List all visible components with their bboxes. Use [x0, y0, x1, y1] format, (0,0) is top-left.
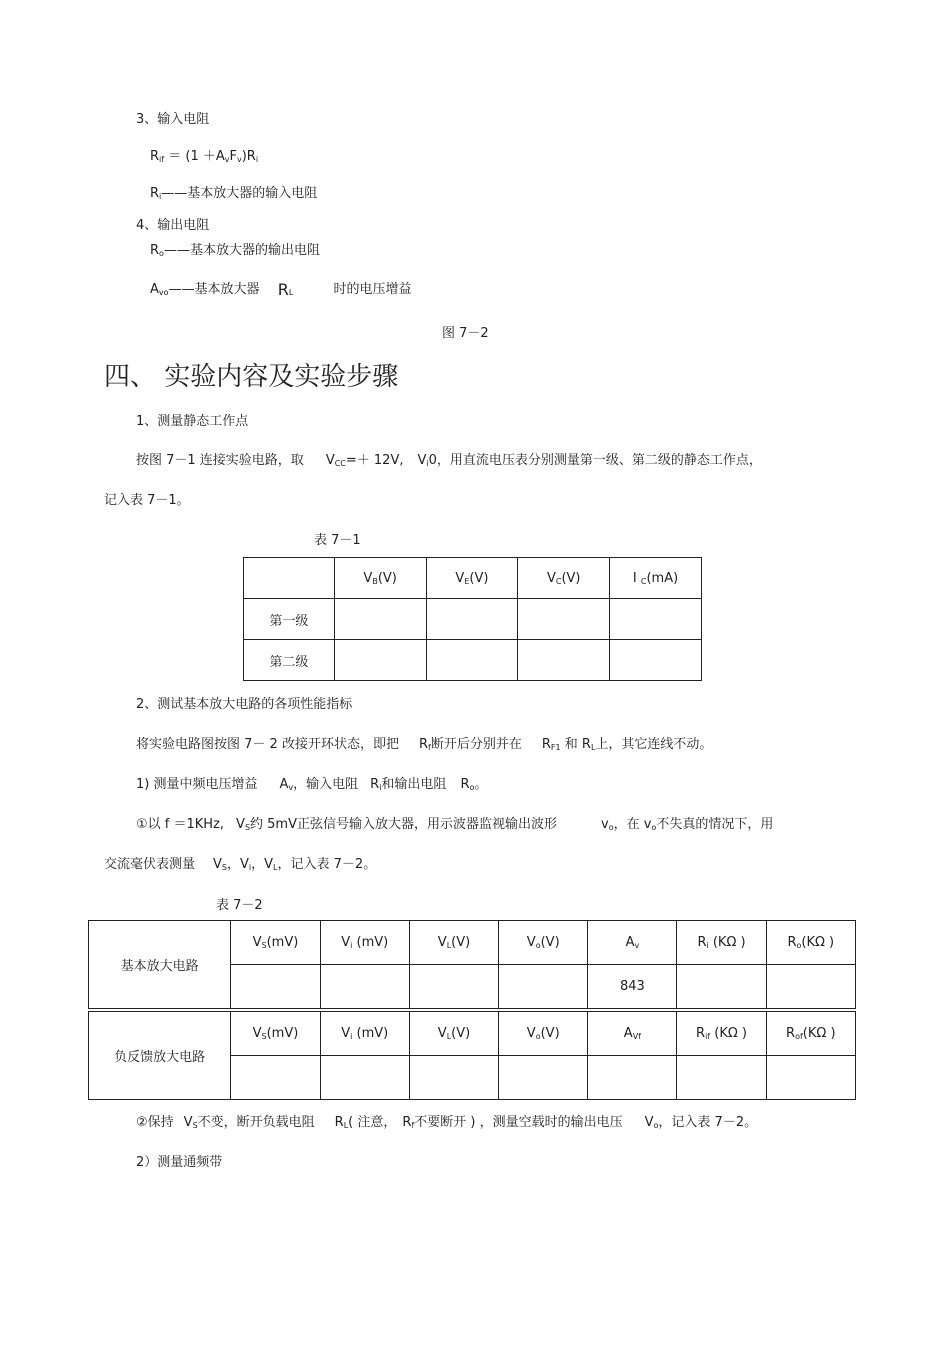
table-7-2 [88, 920, 856, 1100]
table-row [244, 640, 702, 681]
row-label: 负反馈放大电路 [89, 1010, 231, 1100]
header-rif: $R_{if}$ (KΩ ) [677, 1010, 766, 1056]
row-label: 第一级 [244, 599, 335, 640]
table2-caption: 表 7－2 [216, 898, 263, 913]
step1-paragraph: 按图 7－1 连接实验电路，取 $V_{CC}=+ 12V$, $V_i0$，用直流电压表分别测量第一级、第二级的静态工作点， [136, 453, 762, 468]
sec4-heading: 4、输出电阻 [136, 218, 210, 233]
table1-header-vc: $V_C(V)$ [518, 558, 610, 599]
header-vs: $V_S(mV)$ [231, 921, 320, 965]
row-label: 第二级 [244, 640, 335, 681]
step2-input-signal: ①以 f ＝1KHz, $V_S$约 5mV正弦信号输入放大器，用示波器监视输出波形 $v_o$，在 $v_o$不失真的情况下，用 [136, 817, 774, 832]
avo-note: $A_{vo}——$基本放大器 $R_L$ 时的电压增益 [150, 280, 412, 299]
table1-corner-cell [244, 558, 335, 599]
table1-header-vb: $V_B(V)$ [334, 558, 426, 599]
av-value: 843 [588, 965, 677, 1011]
table-row [244, 599, 702, 640]
sec3-heading: 3、输入电阻 [136, 112, 210, 127]
step2-paragraph: 将实验电路图按图 7－ 2 改接开环状态，即把 $R_f$断开后分别并在 $R_{F1}$ 和 $R_L$上，其它连线不动。 [136, 737, 713, 752]
section-title: 四、 实验内容及实验步骤 [104, 362, 399, 392]
header-vs: $V_S(mV)$ [231, 1010, 320, 1056]
header-ri: $R_i$ (KΩ ) [677, 921, 766, 965]
table1-header-ve: $V_E(V)$ [426, 558, 518, 599]
header-vo: $V_o(V)$ [499, 1010, 588, 1056]
input-resistance-formula: $R_{if} = (1 +A_vF_v)R_i$ [150, 149, 259, 164]
header-vl: $V_L(V)$ [409, 1010, 498, 1056]
table-7-1 [243, 557, 702, 681]
step2-heading: 2、测试基本放大电路的各项性能指标 [136, 697, 353, 712]
header-vi: $V_i$ (mV) [320, 921, 409, 965]
ro-note: $R_o——$基本放大器的输出电阻 [150, 243, 320, 258]
header-vo: $V_o(V)$ [499, 921, 588, 965]
step1-paragraph-cont: 记入表 7－1。 [104, 493, 190, 508]
ri-note: $R_i——$基本放大器的输入电阻 [150, 186, 318, 201]
header-vi: $V_i$ (mV) [320, 1010, 409, 1056]
header-av: $A_v$ [588, 921, 677, 965]
step1-heading: 1、测量静态工作点 [136, 414, 249, 429]
step2-measure-note: 交流毫伏表测量 $V_S$，$V_i$，$V_L$，记入表 7－2。 [104, 857, 377, 872]
header-ro: $R_o(K\Omega$ ) [766, 921, 855, 965]
figure-caption: 图 7－2 [442, 326, 489, 341]
measure-midband-gain: 1) 测量中频电压增益 $A_v$，输入电阻 $R_i$和输出电阻 $R_o$。 [136, 777, 488, 792]
header-vl: $V_L(V)$ [409, 921, 498, 965]
header-avf: $A_{Vf}$ [588, 1010, 677, 1056]
row-label: 基本放大电路 [89, 921, 231, 1011]
measure-bandwidth-heading: 2）测量通频带 [136, 1155, 223, 1170]
header-rof: $R_{of}(K\Omega$ ) [766, 1010, 855, 1056]
table1-header-ic: I $_C$(mA) [610, 558, 702, 599]
no-load-measure-paragraph: ②保持 $V_S$不变，断开负载电阻 $R_L$( 注意， $R_f$不要断开 ) ，测量空载时的输出电压 $V_o$，记入表 7－2。 [136, 1115, 758, 1130]
table1-caption: 表 7－1 [314, 533, 361, 548]
